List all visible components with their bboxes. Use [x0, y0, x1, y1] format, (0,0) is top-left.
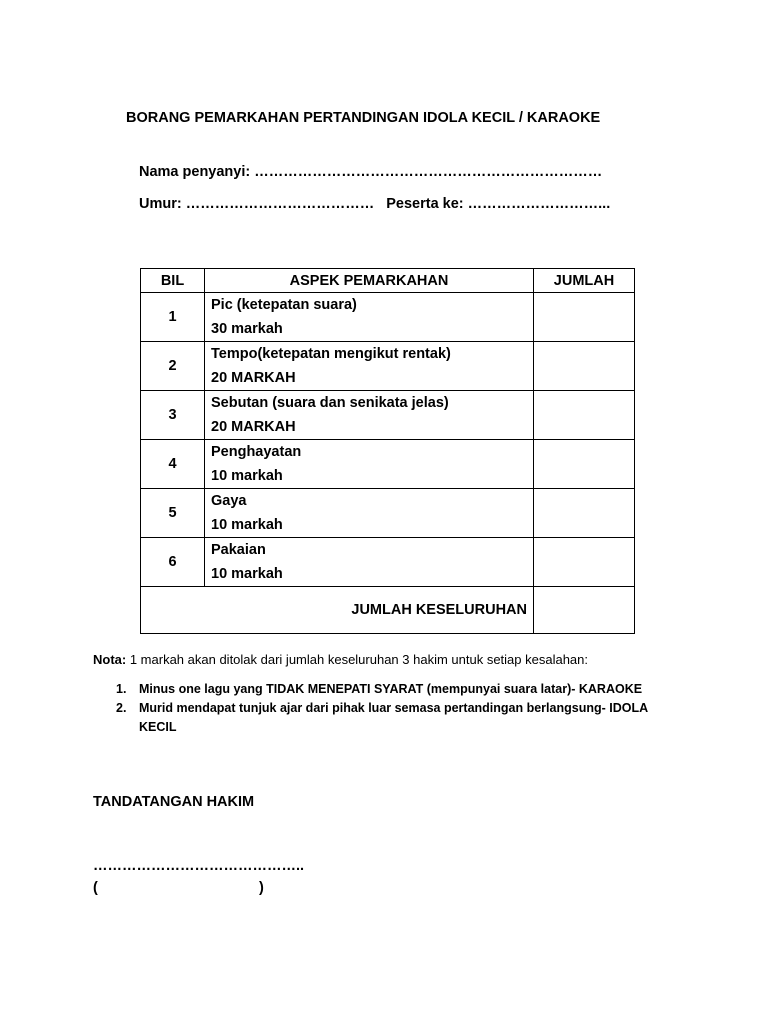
row-aspek	[205, 391, 534, 440]
table-row	[141, 391, 635, 440]
row-jumlah-cell[interactable]	[534, 538, 635, 587]
aspect-label: Gaya	[211, 493, 247, 509]
list-item	[93, 699, 663, 737]
scoring-table	[140, 268, 635, 634]
aspect-marks: 20 MARKAH	[211, 419, 296, 435]
row-aspek	[205, 440, 534, 489]
rules-list	[93, 680, 663, 737]
header-bil: BIL	[141, 269, 205, 293]
aspect-marks: 10 markah	[211, 468, 283, 484]
row-jumlah-cell[interactable]	[534, 293, 635, 342]
row-bil: 2	[141, 342, 205, 391]
note-line	[93, 652, 588, 667]
aspect-label: Sebutan (suara dan senikata jelas)	[211, 395, 449, 411]
signature-name-parentheses: ( )	[93, 880, 264, 896]
singer-name-field: Nama penyanyi: ………………………………………………………………	[139, 164, 603, 180]
header-jumlah: JUMLAH	[534, 269, 635, 293]
note-text: 1 markah akan ditolak dari jumlah keseluruhan 3 hakim untuk setiap kesalahan:	[129, 652, 588, 667]
list-item-text: Murid mendapat tunjuk ajar dari pihak luar semasa pertandingan berlangsung- IDOLA KECIL	[139, 701, 648, 734]
age-participant-line	[139, 196, 610, 212]
row-jumlah-cell[interactable]	[534, 489, 635, 538]
aspect-label: Tempo(ketepatan mengikut rentak)	[211, 346, 451, 362]
row-aspek	[205, 489, 534, 538]
row-bil: 3	[141, 391, 205, 440]
list-item-text: Minus one lagu yang TIDAK MENEPATI SYARAT (mempunyai suara latar)- KARAOKE	[139, 682, 643, 696]
table-row	[141, 489, 635, 538]
aspect-label: Penghayatan	[211, 444, 302, 460]
total-value-cell[interactable]	[534, 587, 635, 634]
row-aspek	[205, 293, 534, 342]
row-bil: 6	[141, 538, 205, 587]
total-row	[141, 587, 635, 634]
table-header-row	[141, 269, 635, 293]
row-bil: 5	[141, 489, 205, 538]
age-field: Umur: …………………………………	[139, 196, 375, 212]
aspect-marks: 10 markah	[211, 517, 283, 533]
row-jumlah-cell[interactable]	[534, 440, 635, 489]
list-item-number: 1.	[116, 682, 127, 696]
aspect-label: Pic (ketepatan suara)	[211, 297, 357, 313]
row-aspek	[205, 538, 534, 587]
list-item-number: 2.	[116, 701, 127, 715]
list-item	[93, 680, 663, 699]
form-title: BORANG PEMARKAHAN PERTANDINGAN IDOLA KECIL / KARAOKE	[126, 110, 601, 126]
row-jumlah-cell[interactable]	[534, 391, 635, 440]
table-row	[141, 342, 635, 391]
table-row	[141, 440, 635, 489]
aspect-label: Pakaian	[211, 542, 266, 558]
participant-number-field: Peserta ke: ………………………...	[386, 196, 611, 212]
row-jumlah-cell[interactable]	[534, 342, 635, 391]
header-aspek: ASPEK PEMARKAHAN	[205, 269, 534, 293]
table-row	[141, 538, 635, 587]
aspect-marks: 10 markah	[211, 566, 283, 582]
note-label: Nota:	[93, 652, 127, 667]
signature-title: TANDATANGAN HAKIM	[93, 794, 255, 810]
table-row	[141, 293, 635, 342]
signature-line: ……………………………………..	[93, 858, 305, 874]
total-label: JUMLAH KESELURUHAN	[141, 587, 534, 634]
aspect-marks: 20 MARKAH	[211, 370, 296, 386]
aspect-marks: 30 markah	[211, 321, 283, 337]
row-bil: 1	[141, 293, 205, 342]
row-bil: 4	[141, 440, 205, 489]
row-aspek	[205, 342, 534, 391]
